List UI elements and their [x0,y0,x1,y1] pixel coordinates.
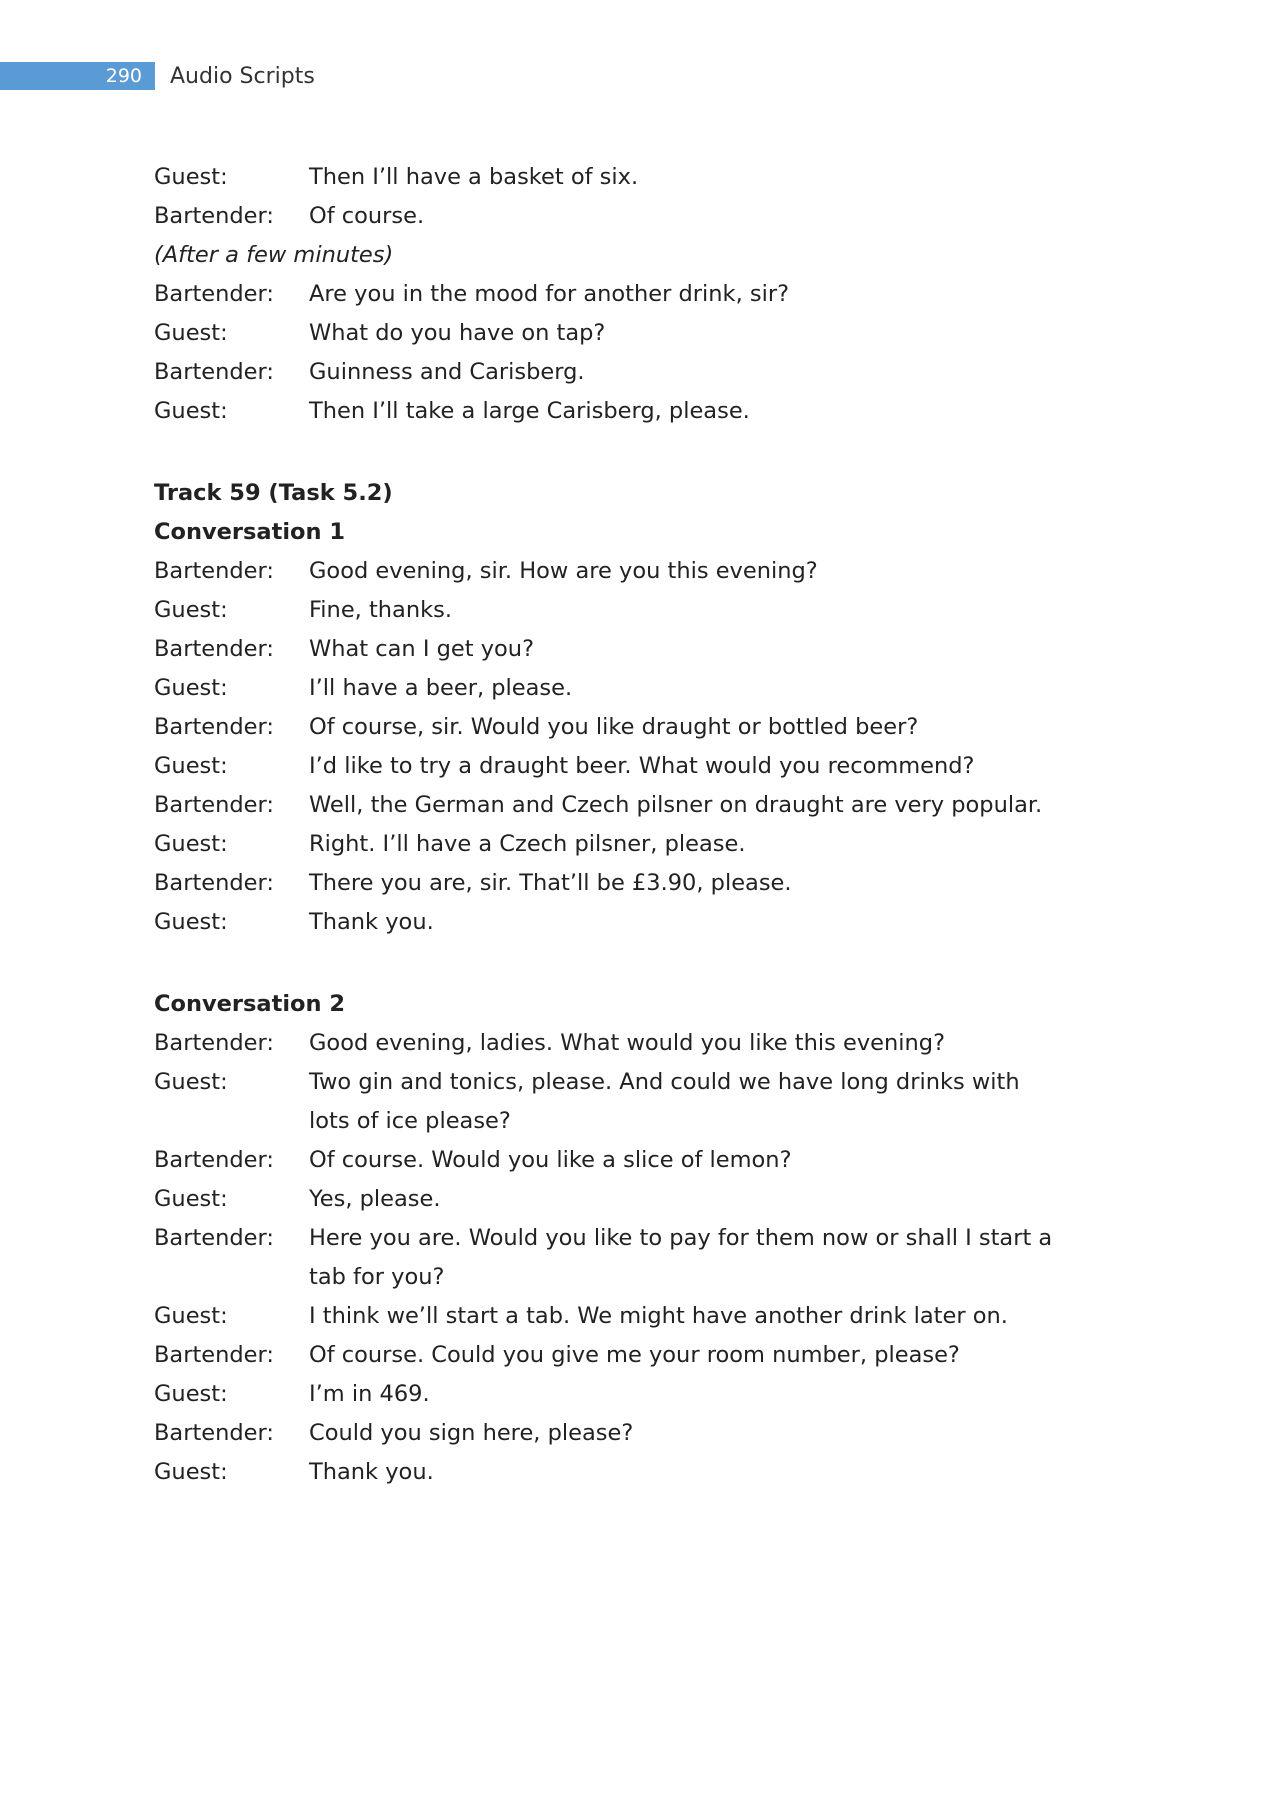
utterance-text: I think we’ll start a tab. We might have another drink later on. [309,1303,1008,1329]
dialogue-line [154,1375,1054,1414]
utterance-text: Thank you. [309,1459,434,1485]
speaker-label: Guest: [154,831,228,857]
utterance-text: I’m in 469. [309,1381,430,1407]
speaker-label: Bartender: [154,792,274,818]
utterance-text: Two gin and tonics, please. And could we have long drinks with lots of ice please? [309,1069,1020,1134]
utterance-text: Then I’ll have a basket of six. [309,164,639,190]
utterance-text: Then I’ll take a large Carisberg, please. [309,398,750,424]
dialogue-line [154,275,1054,314]
dialogue-line [154,552,1054,591]
utterance-text: Yes, please. [309,1186,441,1212]
dialogue-line [154,158,1054,197]
speaker-label: Bartender: [154,1225,274,1251]
utterance-text: Good evening, ladies. What would you like this evening? [309,1030,946,1056]
conversation-2-dialogue [154,1024,1054,1492]
utterance-text: Are you in the mood for another drink, sir? [309,281,790,307]
utterance-text: Fine, thanks. [309,597,452,623]
dialogue-line [154,1414,1054,1453]
speaker-label: Guest: [154,1459,228,1485]
utterance-text: I’d like to try a draught beer. What would you recommend? [309,753,975,779]
speaker-label: Bartender: [154,1147,274,1173]
speaker-label: Guest: [154,1186,228,1212]
dialogue-line [154,747,1054,786]
running-title: Audio Scripts [170,63,315,89]
dialogue-line [154,1336,1054,1375]
utterance-text: Thank you. [309,909,434,935]
speaker-label: Guest: [154,320,228,346]
page-number: 290 [0,62,155,90]
dialogue-line [154,1219,1054,1297]
utterance-text: Well, the German and Czech pilsner on draught are very popular. [309,792,1043,818]
utterance-text: What can I get you? [309,636,535,662]
dialogue-line [154,864,1054,903]
speaker-label: Guest: [154,164,228,190]
utterance-text: Guinness and Carisberg. [309,359,585,385]
dialogue-line [154,669,1054,708]
speaker-label: Guest: [154,753,228,779]
dialogue-line [154,708,1054,747]
speaker-label: Bartender: [154,1342,274,1368]
speaker-label: Guest: [154,909,228,935]
utterance-text: Of course. [309,203,425,229]
utterance-text: Good evening, sir. How are you this evening? [309,558,818,584]
stage-direction: (After a few minutes) [154,242,394,268]
script-content [154,158,1054,1492]
speaker-label: Bartender: [154,870,274,896]
dialogue-line [154,1141,1054,1180]
speaker-label: Bartender: [154,636,274,662]
dialogue-line [154,786,1054,825]
speaker-label: Bartender: [154,558,274,584]
speaker-label: Guest: [154,398,228,424]
speaker-label: Bartender: [154,281,274,307]
speaker-label: Bartender: [154,203,274,229]
speaker-label: Guest: [154,675,228,701]
utterance-text: Here you are. Would you like to pay for them now or shall I start a tab for you? [309,1225,1053,1290]
utterance-text: Of course. Could you give me your room number, please? [309,1342,960,1368]
conversation-1-dialogue [154,552,1054,942]
dialogue-line [154,353,1054,392]
dialogue-line [154,825,1054,864]
dialogue-line [154,314,1054,353]
utterance-text: Could you sign here, please? [309,1420,634,1446]
speaker-label: Guest: [154,1303,228,1329]
page-header [0,62,315,90]
speaker-label: Guest: [154,1069,228,1095]
utterance-text: Right. I’ll have a Czech pilsner, please. [309,831,746,857]
utterance-text: What do you have on tap? [309,320,606,346]
dialogue-line [154,197,1054,236]
speaker-label: Bartender: [154,1420,274,1446]
dialogue-line [154,1063,1054,1141]
speaker-label: Bartender: [154,359,274,385]
dialogue-line [154,591,1054,630]
dialogue-line [154,1024,1054,1063]
dialogue-line [154,630,1054,669]
dialogue-line [154,1297,1054,1336]
utterance-text: Of course, sir. Would you like draught or bottled beer? [309,714,919,740]
conversation-1-title: Conversation 1 [154,519,346,545]
utterance-text: I’ll have a beer, please. [309,675,573,701]
utterance-text: There you are, sir. That’ll be £3.90, please. [309,870,792,896]
speaker-label: Bartender: [154,1030,274,1056]
speaker-label: Guest: [154,1381,228,1407]
dialogue-line [154,903,1054,942]
dialogue-line [154,392,1054,431]
conversation-2-title: Conversation 2 [154,991,346,1017]
track-title: Track 59 (Task 5.2) [154,480,393,506]
speaker-label: Guest: [154,597,228,623]
dialogue-line [154,1453,1054,1492]
utterance-text: Of course. Would you like a slice of lemon? [309,1147,792,1173]
dialogue-line [154,1180,1054,1219]
intro-dialogue [154,158,1054,431]
speaker-label: Bartender: [154,714,274,740]
